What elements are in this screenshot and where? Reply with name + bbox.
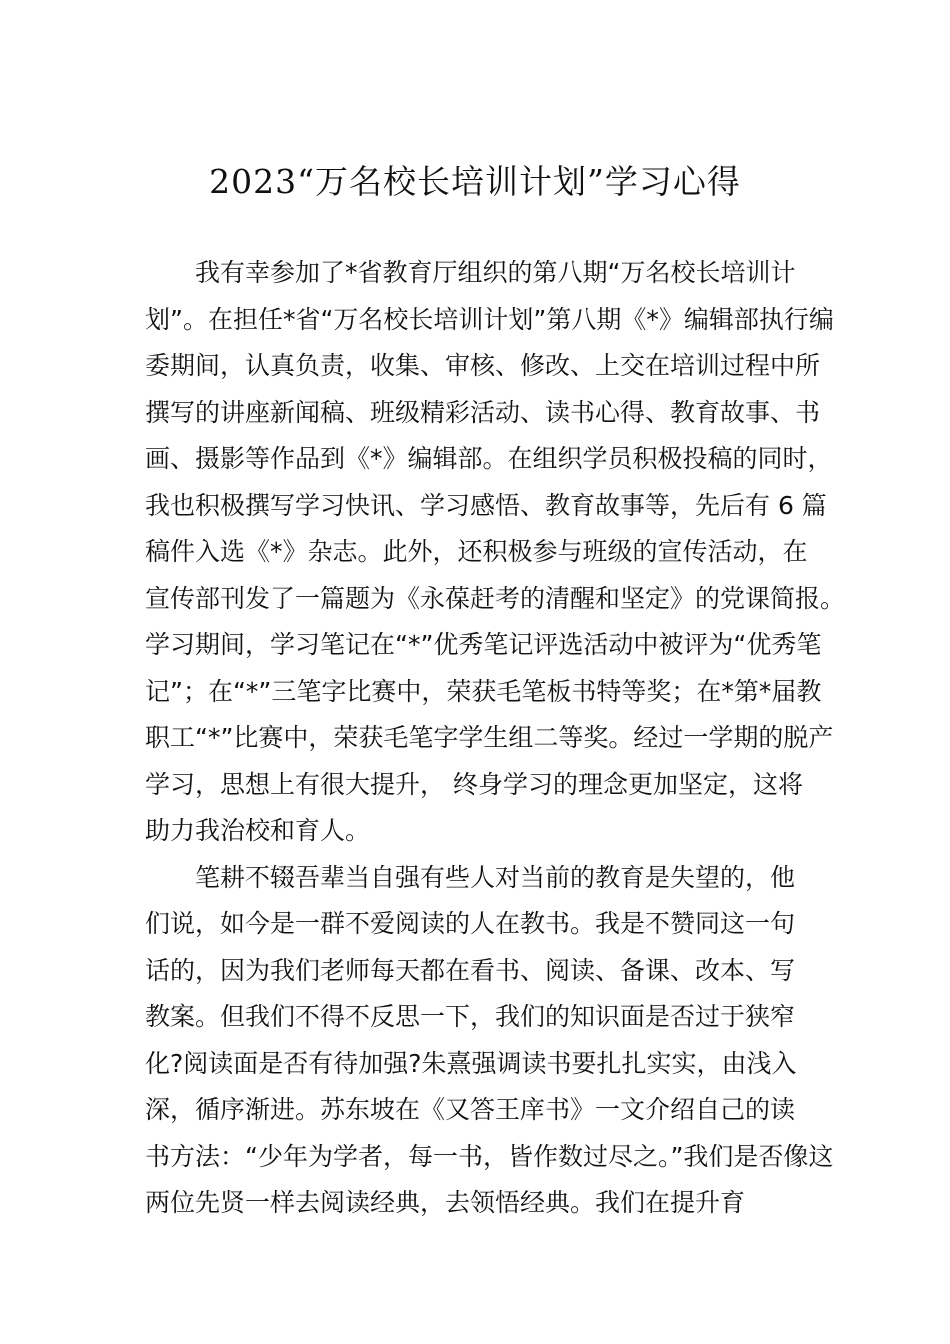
text-line: 画、摄影等作品到《*》编辑部。在组织学员积极投稿的同时， [145, 444, 833, 473]
text-line: 笔耕不辍吾辈当自强有些人对当前的教育是失望的，他 [195, 862, 796, 892]
text-line: 划”。在担任*省“万名校长培训计划”第八期《*》编辑部执行编 [145, 304, 834, 334]
text-line: 宣传部刊发了一篇题为《永葆赶考的清醒和坚定》的党课简报。 [145, 583, 846, 613]
text-line: 深，循序渐进。苏东坡在《又答王庠书》一文介绍自己的读 [145, 1095, 796, 1124]
text-line: 委期间，认真负责，收集、审核、修改、上交在培训过程中所 [145, 351, 821, 380]
text-line: 助力我治校和育人。 [145, 816, 371, 845]
paragraph-2 [145, 855, 845, 1227]
text-line: 书方法：“少年为学者，每一书，皆作数过尽之。”我们是否像这 [145, 1141, 834, 1171]
text-line: 记”；在“*”三笔字比赛中，荣获毛笔板书特等奖；在*第*届教 [145, 676, 822, 706]
text-line: 教案。但我们不得不反思一下，我们的知识面是否过于狭窄 [145, 1002, 796, 1031]
text-line: 学习，思想上有很大提升， 终身学习的理念更加坚定，这将 [145, 769, 803, 799]
text-line: 学习期间，学习笔记在“*”优秀笔记评选活动中被评为“优秀笔 [145, 630, 822, 659]
paragraph-1 [145, 250, 845, 855]
text-line: 两位先贤一样去阅读经典，去领悟经典。我们在提升育 [145, 1188, 746, 1217]
text-line: 话的，因为我们老师每天都在看书、阅读、备课、改本、写 [145, 955, 796, 985]
text-line: 撰写的讲座新闻稿、班级精彩活动、读书心得、教育故事、书 [145, 397, 821, 427]
text-line: 们说，如今是一群不爱阅读的人在教书。我是不赞同这一句 [145, 909, 796, 938]
text-line: 我有幸参加了*省教育厅组织的第八期“万名校长培训计 [195, 258, 796, 287]
document-body [145, 250, 845, 1227]
page-title: 2023“万名校长培训计划”学习心得 [209, 162, 741, 201]
text-line: 化?阅读面是否有待加强?朱熹强调读书要扎扎实实，由浅入 [145, 1048, 797, 1078]
text-line: 职工“*”比赛中，荣获毛笔字学生组二等奖。经过一学期的脱产 [145, 723, 834, 752]
text-line: 我也积极撰写学习快讯、学习感悟、教育故事等，先后有 6 篇 [145, 490, 827, 520]
text-line: 稿件入选《*》杂志。此外，还积极参与班级的宣传活动，在 [145, 537, 808, 566]
